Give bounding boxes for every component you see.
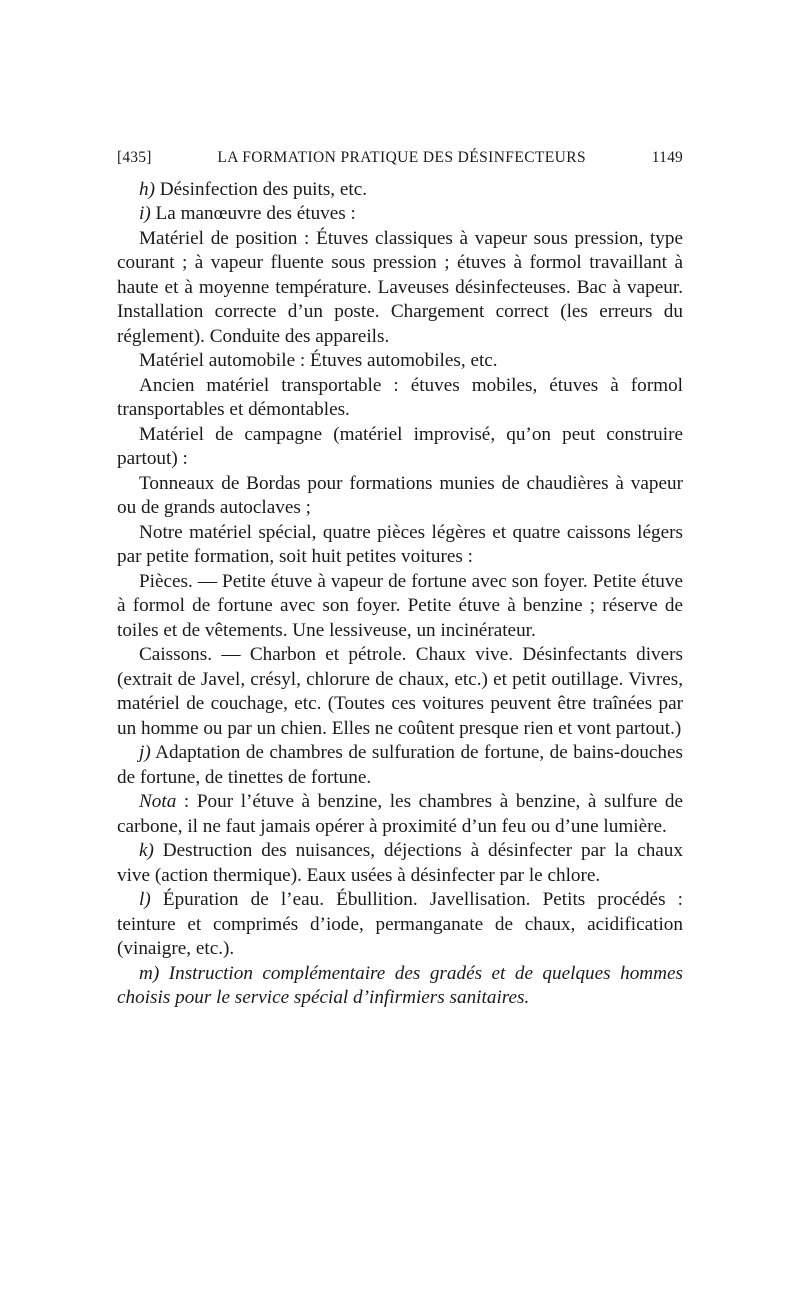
paragraph-materiel-automobile xyxy=(117,349,683,374)
running-title: LA FORMATION PRATIQUE DES DÉSINFECTEURS xyxy=(217,149,587,166)
item-marker: k) xyxy=(139,840,154,861)
paragraph-nota xyxy=(117,790,683,839)
paragraph-notre-materiel xyxy=(117,521,683,570)
running-header xyxy=(117,146,683,171)
paragraph-j xyxy=(117,741,683,790)
paragraph-i xyxy=(117,202,683,227)
paragraph-caissons xyxy=(117,643,683,741)
paragraph-materiel-position xyxy=(117,227,683,350)
paragraph-tonneaux xyxy=(117,472,683,521)
paragraph-text: Notre matériel spécial, quatre pièces légères et quatre caissons légers par petite formation, soit huit petites voitures : xyxy=(117,521,683,567)
paragraph-text: La manœuvre des étuves : xyxy=(150,203,356,224)
paragraph-k xyxy=(117,839,683,888)
page-number: 1149 xyxy=(651,149,683,166)
paragraph-materiel-campagne xyxy=(117,423,683,472)
paragraph-text: Matériel de campagne (matériel improvisé, qu’on peut construire partout) : xyxy=(117,423,683,469)
paragraph-ancien-materiel xyxy=(117,374,683,423)
paragraph-text: Pièces. — Petite étuve à vapeur de fortune avec son foyer. Petite étuve à formol de fortune avec son foyer. Petite étuve à benzine ; réserve de toiles et de vêtements. Une lessiveuse, un incinérateur. xyxy=(117,570,683,641)
paragraph-h xyxy=(117,178,683,203)
paragraph-text: Tonneaux de Bordas pour formations munies de chaudières à vapeur ou de grands autoclaves ; xyxy=(117,472,683,518)
paragraph-l xyxy=(117,888,683,962)
paragraph-text: Adaptation de chambres de sulfuration de fortune, de bains-douches de fortune, de tinettes de fortune. xyxy=(117,742,683,788)
paragraph-text: Matériel de position : Étuves classiques à vapeur sous pression, type courant ; à vapeur fluente sous pression ; étuves à formol travaillant à haute et à moyenne température. Laveuses désinfecteuses. Bac à vapeur. Installation correcte d’un poste. Chargement correct (les erreurs du réglement). Conduite des appareils. xyxy=(117,227,683,347)
paragraph-text: Ancien matériel transportable : étuves mobiles, étuves à formol transportables et démontables. xyxy=(117,374,683,420)
paragraph-m xyxy=(117,962,683,1011)
paragraph-pieces xyxy=(117,570,683,644)
body-text xyxy=(117,178,683,1011)
paragraph-text: Épuration de l’eau. Ébullition. Javellisation. Petits procédés : teinture et comprimés d’iode, permanganate de chaux, acidification (vinaigre, etc.). xyxy=(117,889,683,959)
item-marker: h) xyxy=(139,178,155,200)
book-page xyxy=(117,146,683,1011)
item-marker: m) xyxy=(139,962,160,984)
item-marker: l) xyxy=(139,889,151,910)
paragraph-text: Caissons. — Charbon et pétrole. Chaux vive. Désinfectants divers (extrait de Javel, crésyl, chlorure de chaux, etc.) et petit outillage. Vivres, matériel de couchage, etc. (Toutes ces voitures peuvent être traînées par un homme ou par un chien. Elles ne coûtent presque rien et vont partout.) xyxy=(117,644,683,739)
paragraph-text: Matériel automobile : Étuves automobiles, etc. xyxy=(139,350,498,371)
paragraph-text: Instruction complémentaire des gradés et de quelques hommes choisis pour le service spécial d’infirmiers sanitaires. xyxy=(117,962,683,1008)
item-marker: i) xyxy=(139,203,151,224)
paragraph-text: Désinfection des puits, etc. xyxy=(154,178,368,200)
paragraph-text: Destruction des nuisances, déjections à désinfecter par la chaux vive (action thermique). Eaux usées à désinfecter par le chlore. xyxy=(117,840,683,886)
paragraph-text: : Pour l’étuve à benzine, les chambres à benzine, à sulfure de carbone, il ne faut jamais opérer à proximité d’un feu ou d’une lumière. xyxy=(117,791,683,837)
item-marker: j) xyxy=(139,742,151,763)
page-bracket-number: [435] xyxy=(117,149,152,166)
nota-marker: Nota xyxy=(139,791,177,812)
